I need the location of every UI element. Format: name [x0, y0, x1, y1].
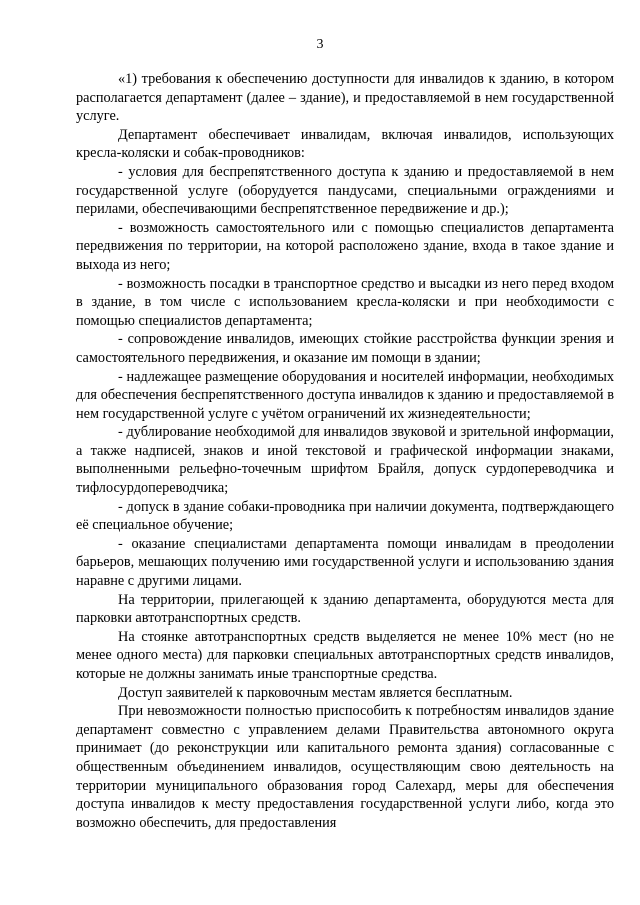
- list-item-escort: - сопровождение инвалидов, имеющих стойкие расстройства функции зрения и самостоятельного передвижения, и оказание им помощи в здании;: [76, 331, 614, 366]
- list-item-access-conditions: - условия для беспрепятственного доступа к зданию и предоставляемой в нем государственной услуге (оборудуется пандусами, специальными ограждениями и перилами, обеспечивающими беспрепятственное передвижение и др.);: [76, 163, 614, 218]
- page-number: 3: [316, 37, 324, 52]
- paragraph-parking-quota: На стоянке автотранспортных средств выделяется не менее 10% мест (но не менее одного места) для парковки специальных автотранспортных средств инвалидов, которые не должны занимать иные транспортные средства.: [76, 628, 614, 682]
- list-item-guide-dog: - допуск в здание собаки-проводника при наличии документа, подтверждающего её специальное обучение;: [76, 498, 614, 534]
- paragraph-accessibility-requirements: «1) требования к обеспечению доступности для инвалидов к зданию, в котором располагается департамент (далее – здание), и предоставляемой в нем государственной услуге.: [76, 71, 614, 125]
- list-item-information-duplication: - дублирование необходимой для инвалидов звуковой и зрительной информации, а также надписей, знаков и иной текстовой и графической информации знаками, выполненными рельефно-точечным шрифтом Брайля, допуск сурдопереводчика и тифлосурдопереводчика;: [76, 424, 614, 497]
- list-item-staff-assistance: - оказание специалистами департамента помощи инвалидам в преодолении барьеров, мешающих получению ими государственной услуги и использованию здания наравне с другими лицами.: [76, 535, 614, 590]
- paragraph-parking-territory: На территории, прилегающей к зданию департамента, оборудуются места для парковки автотранспортных средств.: [76, 591, 614, 627]
- paragraph-adaptation-measures: При невозможности полностью приспособить к потребностям инвалидов здание департамент совместно с управлением делами Правительства автономного округа принимает (до реконструкции или капитального ремонта здания) согласованные с общественным объединением инвалидов, осуществляющим свою деятельность на территории муниципального образования город Салехард, меры для обеспечения доступа инвалидов к месту предоставления государственной услуги либо, когда это возможно обеспечить, для предоставления: [76, 703, 614, 831]
- list-item-vehicle-boarding: - возможность посадки в транспортное средство и высадки из него перед входом в здание, в том числе с использованием кресла-коляски и при необходимости с помощью специалистов департамента;: [76, 275, 614, 329]
- list-item-movement-on-territory: - возможность самостоятельного или с помощью специалистов департамента передвижения по территории, на которой расположено здание, входа в такое здание и выхода из него;: [76, 219, 614, 273]
- document-body: [76, 70, 614, 832]
- paragraph-free-parking: Доступ заявителей к парковочным местам является бесплатным.: [118, 684, 513, 701]
- paragraph-department-provides: Департамент обеспечивает инвалидам, включая инвалидов, использующих кресла-коляски и собак-проводников:: [76, 126, 614, 162]
- list-item-equipment-placement: - надлежащее размещение оборудования и носителей информации, необходимых для обеспечения беспрепятственного доступа инвалидов к зданию и предоставляемой в нем государственной услуге с учётом ограничений их жизнедеятельности;: [76, 368, 614, 422]
